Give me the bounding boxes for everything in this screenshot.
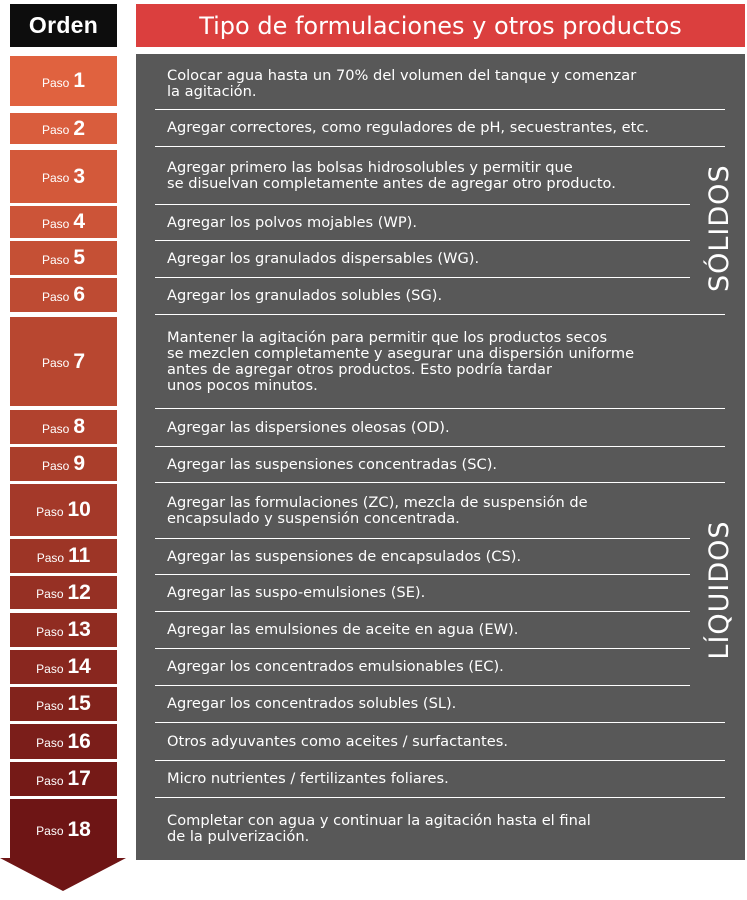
step-description: Agregar las suspensiones de encapsulados (CS).: [167, 547, 522, 565]
row-divider: [155, 446, 725, 447]
step-description: Agregar primero las bolsas hidrosolubles y permitir que se disuelvan completamente antes de agregar otro producto.: [167, 158, 616, 192]
step-badge: [10, 150, 117, 203]
step-prefix: Paso: [41, 252, 70, 267]
step-number: 9: [73, 452, 86, 475]
row-divider: [155, 685, 690, 686]
step-description: Agregar las suspo-emulsiones (SE).: [167, 584, 426, 601]
step-description: Colocar agua hasta un 70% del volumen del tanque y comenzar la agitación.: [167, 66, 637, 100]
step-number: 8: [73, 415, 86, 438]
step-badge: [10, 687, 117, 721]
step-number: 16: [67, 729, 91, 753]
row-divider: [155, 204, 690, 205]
step-number: 3: [73, 164, 86, 188]
row-divider: [155, 648, 690, 649]
step-prefix: Paso: [41, 123, 70, 137]
row-divider: [155, 240, 690, 241]
step-prefix: Paso: [36, 504, 64, 519]
step-badge: [10, 613, 117, 647]
step-prefix: Paso: [36, 698, 64, 713]
step-badge: [10, 113, 117, 144]
step-number: 12: [67, 580, 91, 604]
step-number: 1: [73, 69, 86, 92]
step-description: Agregar los polvos mojables (WP).: [167, 213, 417, 231]
step-number: 18: [67, 817, 91, 841]
step-prefix: Paso: [41, 75, 70, 90]
step-number: 10: [67, 498, 91, 521]
step-description: Agregar las suspensiones concentradas (SC).: [167, 455, 498, 473]
group-label-liquidos: LÍQUIDOS: [704, 520, 735, 660]
step-description: Agregar los granulados dispersables (WG).: [167, 250, 480, 267]
step-number: 7: [73, 349, 86, 373]
step-prefix: Paso: [36, 550, 65, 565]
step-description: Mantener la agitación para permitir que los productos secos se mezclen completamente y asegurar una dispersión uniforme antes de agregar otros productos. Esto podría tardar unos pocos minutos.: [167, 328, 635, 394]
step-badge: [10, 484, 117, 536]
step-description: Completar con agua y continuar la agitación hasta el final de la pulverización.: [167, 812, 591, 845]
step-description: Agregar las emulsiones de aceite en agua (EW).: [167, 621, 519, 638]
row-divider: [155, 314, 725, 315]
row-divider: [155, 109, 725, 110]
row-divider: [155, 574, 690, 575]
step-number: 4: [73, 210, 86, 233]
step-badge: [10, 799, 117, 860]
step-number: 15: [67, 692, 91, 715]
step-badge: [10, 278, 117, 312]
row-divider: [155, 722, 725, 723]
step-badge: [10, 447, 117, 481]
step-badge: [10, 762, 117, 796]
step-prefix: Paso: [36, 824, 64, 838]
step-badge: [10, 410, 117, 444]
row-divider: [155, 277, 690, 278]
row-divider: [155, 611, 690, 612]
step-number: 17: [67, 767, 91, 790]
title-bar: [136, 4, 745, 47]
orden-label: Orden: [28, 12, 99, 38]
step-prefix: Paso: [36, 587, 64, 601]
step-badge: [10, 724, 117, 759]
row-divider: [155, 797, 725, 798]
step-prefix: Paso: [41, 171, 70, 185]
group-label-solidos: SÓLIDOS: [704, 164, 735, 292]
step-description: Agregar los concentrados solubles (SL).: [167, 695, 457, 712]
row-divider: [155, 538, 690, 539]
step-number: 5: [73, 246, 86, 269]
step-prefix: Paso: [36, 624, 64, 639]
down-arrow-icon: [0, 858, 126, 891]
step-number: 2: [73, 116, 86, 140]
orden-header: [10, 4, 117, 47]
row-divider: [155, 760, 725, 761]
row-divider: [155, 408, 725, 409]
step-description: Agregar los granulados solubles (SG).: [167, 287, 443, 304]
step-badge: [10, 206, 117, 238]
row-divider: [155, 146, 725, 147]
step-description: Otros adyuvantes como aceites / surfactantes.: [167, 732, 508, 750]
step-description: Micro nutrientes / fertilizantes foliares.: [167, 770, 449, 787]
step-description: Agregar las formulaciones (ZC), mezcla de suspensión de encapsulado y suspensión concentrada.: [167, 493, 588, 527]
step-prefix: Paso: [41, 356, 70, 370]
step-prefix: Paso: [41, 458, 70, 473]
step-badge: [10, 576, 117, 609]
step-prefix: Paso: [41, 421, 70, 436]
step-prefix: Paso: [36, 773, 64, 788]
step-prefix: Paso: [41, 216, 70, 231]
step-badge: [10, 539, 117, 573]
step-description: Agregar las dispersiones oleosas (OD).: [167, 418, 450, 436]
step-number: 6: [73, 283, 86, 306]
step-description: Agregar correctores, como reguladores de pH, secuestrantes, etc.: [167, 119, 650, 136]
step-prefix: Paso: [41, 289, 70, 304]
step-number: 11: [68, 544, 91, 567]
step-number: 14: [67, 655, 91, 678]
step-description: Agregar los concentrados emulsionables (EC).: [167, 658, 504, 675]
step-number: 13: [67, 618, 91, 641]
step-prefix: Paso: [36, 736, 64, 750]
page-title: Tipo de formulaciones y otros productos: [199, 11, 682, 40]
step-badge: [10, 650, 117, 684]
row-divider: [155, 482, 725, 483]
step-badge: [10, 241, 117, 275]
step-badge: [10, 317, 117, 406]
step-badge: [10, 56, 117, 106]
step-prefix: Paso: [36, 661, 64, 676]
